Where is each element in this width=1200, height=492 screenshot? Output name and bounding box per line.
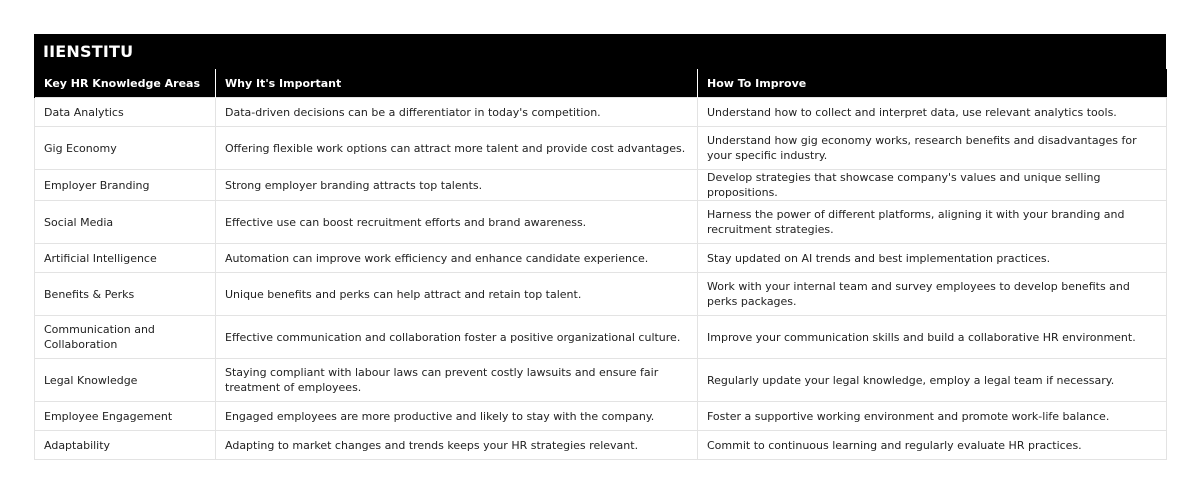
cell-how: Develop strategies that showcase company's values and unique selling propositions. [698,170,1167,201]
cell-how: Improve your communication skills and build a collaborative HR environment. [698,316,1167,359]
cell-area: Adaptability [35,431,216,460]
cell-how: Understand how gig economy works, research benefits and disadvantages for your specific industry. [698,127,1167,170]
cell-why: Effective communication and collaboration foster a positive organizational culture. [216,316,698,359]
brand-title: IIENSTITU [34,34,1166,69]
cell-area: Communication and Collaboration [35,316,216,359]
column-header-why: Why It's Important [216,69,698,98]
table-row [35,273,1167,316]
cell-why: Adapting to market changes and trends keeps your HR strategies relevant. [216,431,698,460]
cell-area: Artificial Intelligence [35,244,216,273]
cell-area: Employee Engagement [35,402,216,431]
hr-knowledge-table-container [34,34,1166,460]
table-row [35,170,1167,201]
table-row [35,402,1167,431]
column-header-how: How To Improve [698,69,1167,98]
cell-area: Social Media [35,201,216,244]
table-row [35,98,1167,127]
cell-why: Data-driven decisions can be a differentiator in today's competition. [216,98,698,127]
cell-why: Effective use can boost recruitment efforts and brand awareness. [216,201,698,244]
cell-how: Work with your internal team and survey employees to develop benefits and perks packages. [698,273,1167,316]
table-row [35,359,1167,402]
cell-why: Offering flexible work options can attract more talent and provide cost advantages. [216,127,698,170]
hr-knowledge-table [34,69,1167,460]
cell-how: Harness the power of different platforms, aligning it with your branding and recruitment strategies. [698,201,1167,244]
cell-area: Gig Economy [35,127,216,170]
cell-area: Employer Branding [35,170,216,201]
cell-how: Understand how to collect and interpret data, use relevant analytics tools. [698,98,1167,127]
table-row [35,431,1167,460]
cell-why: Unique benefits and perks can help attract and retain top talent. [216,273,698,316]
table-row [35,127,1167,170]
cell-area: Benefits & Perks [35,273,216,316]
table-row [35,316,1167,359]
cell-why: Staying compliant with labour laws can prevent costly lawsuits and ensure fair treatment of employees. [216,359,698,402]
table-row [35,244,1167,273]
cell-how: Stay updated on AI trends and best implementation practices. [698,244,1167,273]
cell-how: Commit to continuous learning and regularly evaluate HR practices. [698,431,1167,460]
column-header-area: Key HR Knowledge Areas [35,69,216,98]
cell-why: Strong employer branding attracts top talents. [216,170,698,201]
cell-how: Regularly update your legal knowledge, employ a legal team if necessary. [698,359,1167,402]
cell-area: Legal Knowledge [35,359,216,402]
table-row [35,201,1167,244]
cell-area: Data Analytics [35,98,216,127]
cell-why: Engaged employees are more productive and likely to stay with the company. [216,402,698,431]
cell-how: Foster a supportive working environment and promote work-life balance. [698,402,1167,431]
table-header-row [35,69,1167,98]
cell-why: Automation can improve work efficiency and enhance candidate experience. [216,244,698,273]
